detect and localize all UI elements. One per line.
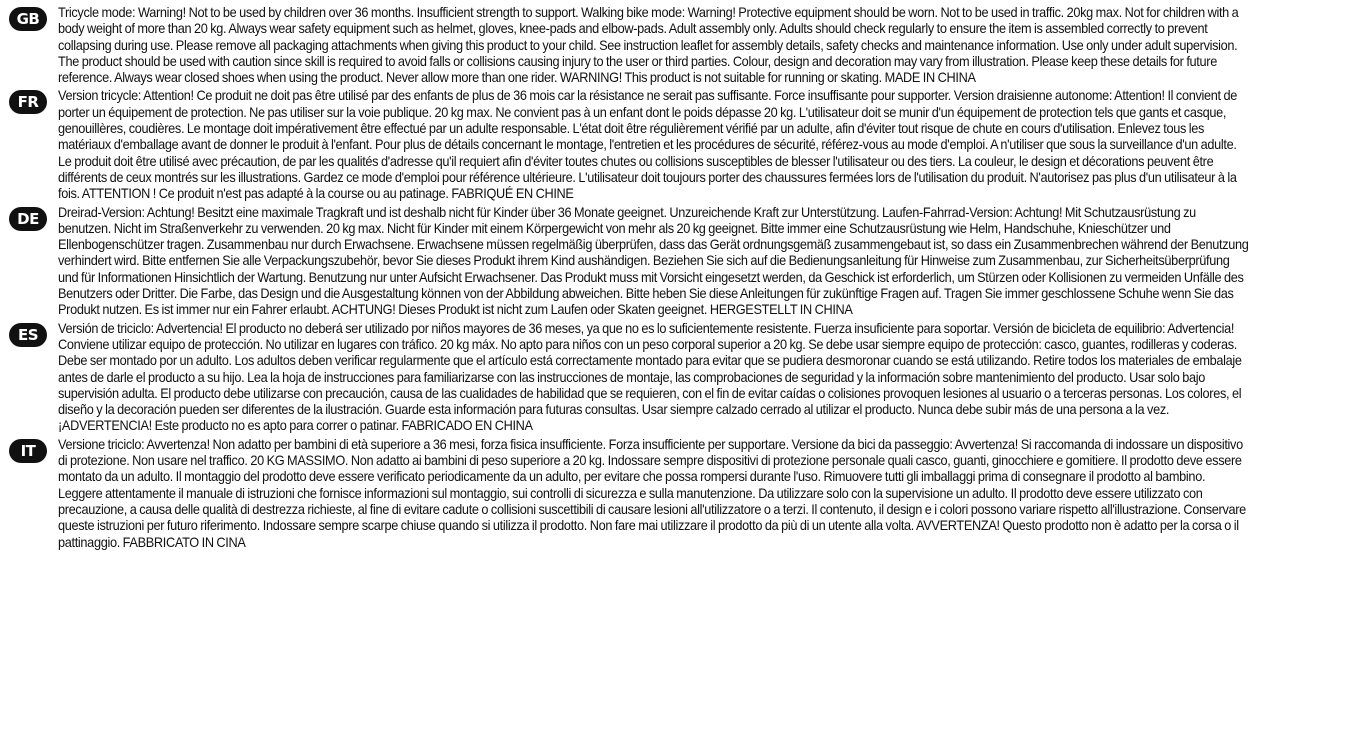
section-es (8, 321, 1339, 435)
section-text-gb: Tricycle mode: Warning! Not to be used by children over 36 months. Insufficient strength to support. Walking bike mode: Warning! Protective equipment should be worn. Not to be used in traffic. 20kg max. Not for children with a body weight of more than 20 kg. Always wear safety equipment such as helmet, gloves, knee-pads and elbow-pads. Adult assembly only. Adults should check regularly to ensure the item is assembled correctly to prevent collapsing during use. Please remove all packaging attachments when giving this product to your child. See instruction leaflet for assembly details, safety checks and maintenance information. Use only under adult supervision. The product should be used with caution since skill is required to avoid falls or collisions causing injury to the user or third parties. Colour, design and decoration may vary from illustration. Please keep these details for future reference. Always wear closed shoes when using the product. Never allow more than one rider. WARNING! This product is not suitable for running or skating. MADE IN CHINA (58, 5, 1239, 86)
language-badge-es (8, 322, 48, 348)
section-text-it: Versione triciclo: Avvertenza! Non adatto per bambini di età superiore a 36 mesi, forza fisica insufficiente. Forza insufficiente per supportare. Versione da bici da passeggio: Avvertenza! Si raccomanda di indossare un dispositivo di protezione. Non usare nel traffico. 20 KG MASSIMO. Non adatto ai bambini di peso superiore a 20 kg. Indossare sempre dispositivi di protezione personale quali casco, guanti, ginocchiere e gomitiere. Il prodotto deve essere montato da un adulto. Il montaggio del prodotto deve essere verificato periodicamente da un adulto, per evitare che possa rompersi durante l'uso. Rimuovere tutti gli imballaggi prima di consegnare il prodotto al bambino. Leggere attentamente il manuale di istruzioni che fornisce informazioni sul montaggio, sui controlli di sicurezza e sulla manutenzione. Da utilizzare solo con la supervisione un adulto. Il prodotto deve essere utilizzato con precauzione, a causa delle qualità di destrezza richieste, al fine di evitare cadute o collisioni suscettibili di causare lesioni all'utilizzatore o a terzi. Il contenuto, il design e i colori possono variare rispetto all'illustrazione. Conservare queste istruzioni per futuro riferimento. Indossare sempre scarpe chiuse quando si utilizza il prodotto. Non fare mai utilizzare il prodotto da più di un utente alla volta. AVVERTENZA! Questo prodotto non è adatto per la corsa o il pattinaggio. FABBRICATO IN CINA (58, 436, 1246, 550)
section-text-es: Versión de triciclo: Advertencia! El producto no deberá ser utilizado por niños mayores de 36 meses, ya que no es lo suficientemente resistente. Fuerza insuficiente para soportar. Versión de bicicleta de equilibrio: Advertencia! Conviene utilizar equipo de protección. No utilizar en lugares con tráfico. 20 kg máx. No apto para niños con un peso corporal superior a 20 kg. Se debe usar siempre equipo de protección: casco, guantes, rodilleras y coderas. Debe ser montado por un adulto. Los adultos deben verificar regularmente que el artículo está correctamente montado para evitar que se pudiera desmoronar cuando se está utilizando. Retire todos los materiales de embalaje antes de darle el producto a su hijo. Lea la hoja de instrucciones para familiarizarse con las instrucciones de montaje, las comprobaciones de seguridad y la información sobre mantenimiento del producto. Usar solo bajo supervisión adulta. El producto debe utilizarse con precaución, causa de las cualidades de habilidad que se requieren, con el fin de evitar caídas o colisiones provoquen lesiones al usuario o a terceras personas. Los colores, el diseño y la decoración pueden ser diferentes de la ilustración. Guarde esta información para futuras consultas. Usar siempre calzado cerrado al utilizar el producto. Nunca debe subir más de una persona a la vez. ¡ADVERTENCIA! Este producto no es apto para correr o patinar. FABRICADO EN CHINA (58, 320, 1242, 434)
language-code: DE (17, 209, 39, 228)
language-code: ES (17, 325, 39, 344)
section-de (8, 205, 1339, 319)
language-code: IT (20, 441, 36, 460)
section-fr (8, 88, 1339, 202)
section-text-fr: Version tricycle: Attention! Ce produit ne doit pas être utilisé par des enfants de plus de 36 mois car la résistance ne serait pas suffisante. Force insuffisante pour supporter. Version draisienne autonome: Attention! Il convient de porter un équipement de protection. Ne pas utiliser sur la voie publique. 20 kg max. Ne convient pas à un enfant dont le poids dépasse 20 kg. L'utilisateur doit se munir d'un équipement de protection tels que gants et casque, genouillères, coudières. Le montage doit impérativement être effectué par un adulte responsable. L'état doit être régulièrement vérifié par un adulte, afin d'éviter tout risque de chute en cours d'utilisation. Enlevez tous les matériaux d'emballage avant de donner le produit à l'enfant. Pour plus de détails concernant le montage, l'entretien et les procédures de sécurité, référez-vous au mode d'emploi. A n'utiliser que sous la surveillance d'un adulte. Le produit doit être utilisé avec précaution, de par les qualités d'adresse qu'il requiert afin d'éviter toutes chutes ou collisions susceptibles de blesser l'utilisateur ou des tiers. La couleur, le design et décorations peuvent être différents de ceux montrés sur les illustrations. Gardez ce mode d'emploi pour référence ultérieure. L'utilisateur doit toujours porter des chaussures fermées lors de l'utilisation du produit. N'autorisez pas plus d'un utilisateur à la fois. ATTENTION ! Ce produit n'est pas adapté à la course ou au patinage. FABRIQUÉ EN CHINE (58, 88, 1237, 202)
section-gb (8, 5, 1339, 86)
section-it (8, 437, 1339, 551)
language-badge-gb (8, 6, 48, 32)
language-badge-it (8, 438, 48, 464)
language-badge-fr (8, 89, 48, 115)
section-text-de: Dreirad-Version: Achtung! Besitzt eine maximale Tragkraft und ist deshalb nicht für Kinder über 36 Monate geeignet. Unzureichende Kraft zur Unterstützung. Laufen-Fahrrad-Version: Achtung! Mit Schutzausrüstung zu benutzen. Nicht im Straßenverkehr zu verwenden. 20 kg max. Nicht für Kinder mit einem Körpergewicht von mehr als 20 kg geeignet. Bitte immer eine Schutzausrüstung wie Helm, Handschuhe, Knieschützer und Ellenbogenschützer tragen. Zusammenbau nur durch Erwachsene. Erwachsene müssen regelmäßig überprüfen, dass das Gerät ordnungsgemäß zusammengebaut ist, so dass ein Zusammenbrechen während der Benutzung verhindert wird. Bitte entfernen Sie alle Verpackungszubehör, bevor Sie dieses Produkt ihrem Kind aushändigen. Beziehen Sie sich auf die Bedienungsanleitung für Hinweise zum Zusammenbau, zur Sicherheitsüberprüfung und für Informationen Hinsichtlich der Wartung. Benutzung nur unter Aufsicht Erwachsener. Das Produkt muss mit Vorsicht eingesetzt werden, da Geschick ist erforderlich, um Stürzen oder Kollisionen zu vermeiden Unfälle des Benutzers oder Dritter. Die Farbe, das Design und die Ausgestaltung können von der Abbildung abweichen. Bitte heben Sie diese Anleitungen für zukünftige Fragen auf. Tragen Sie immer geschlossene Schuhe wenn Sie das Produkt nutzen. Es ist immer nur ein Fahrer erlaubt. ACHTUNG! Dieses Produkt ist nicht zum Laufen oder Skaten geeignet. HERGESTELLT IN CHINA (58, 204, 1249, 318)
language-code: GB (16, 10, 40, 28)
language-code: FR (17, 93, 39, 112)
language-badge-de (8, 206, 48, 232)
